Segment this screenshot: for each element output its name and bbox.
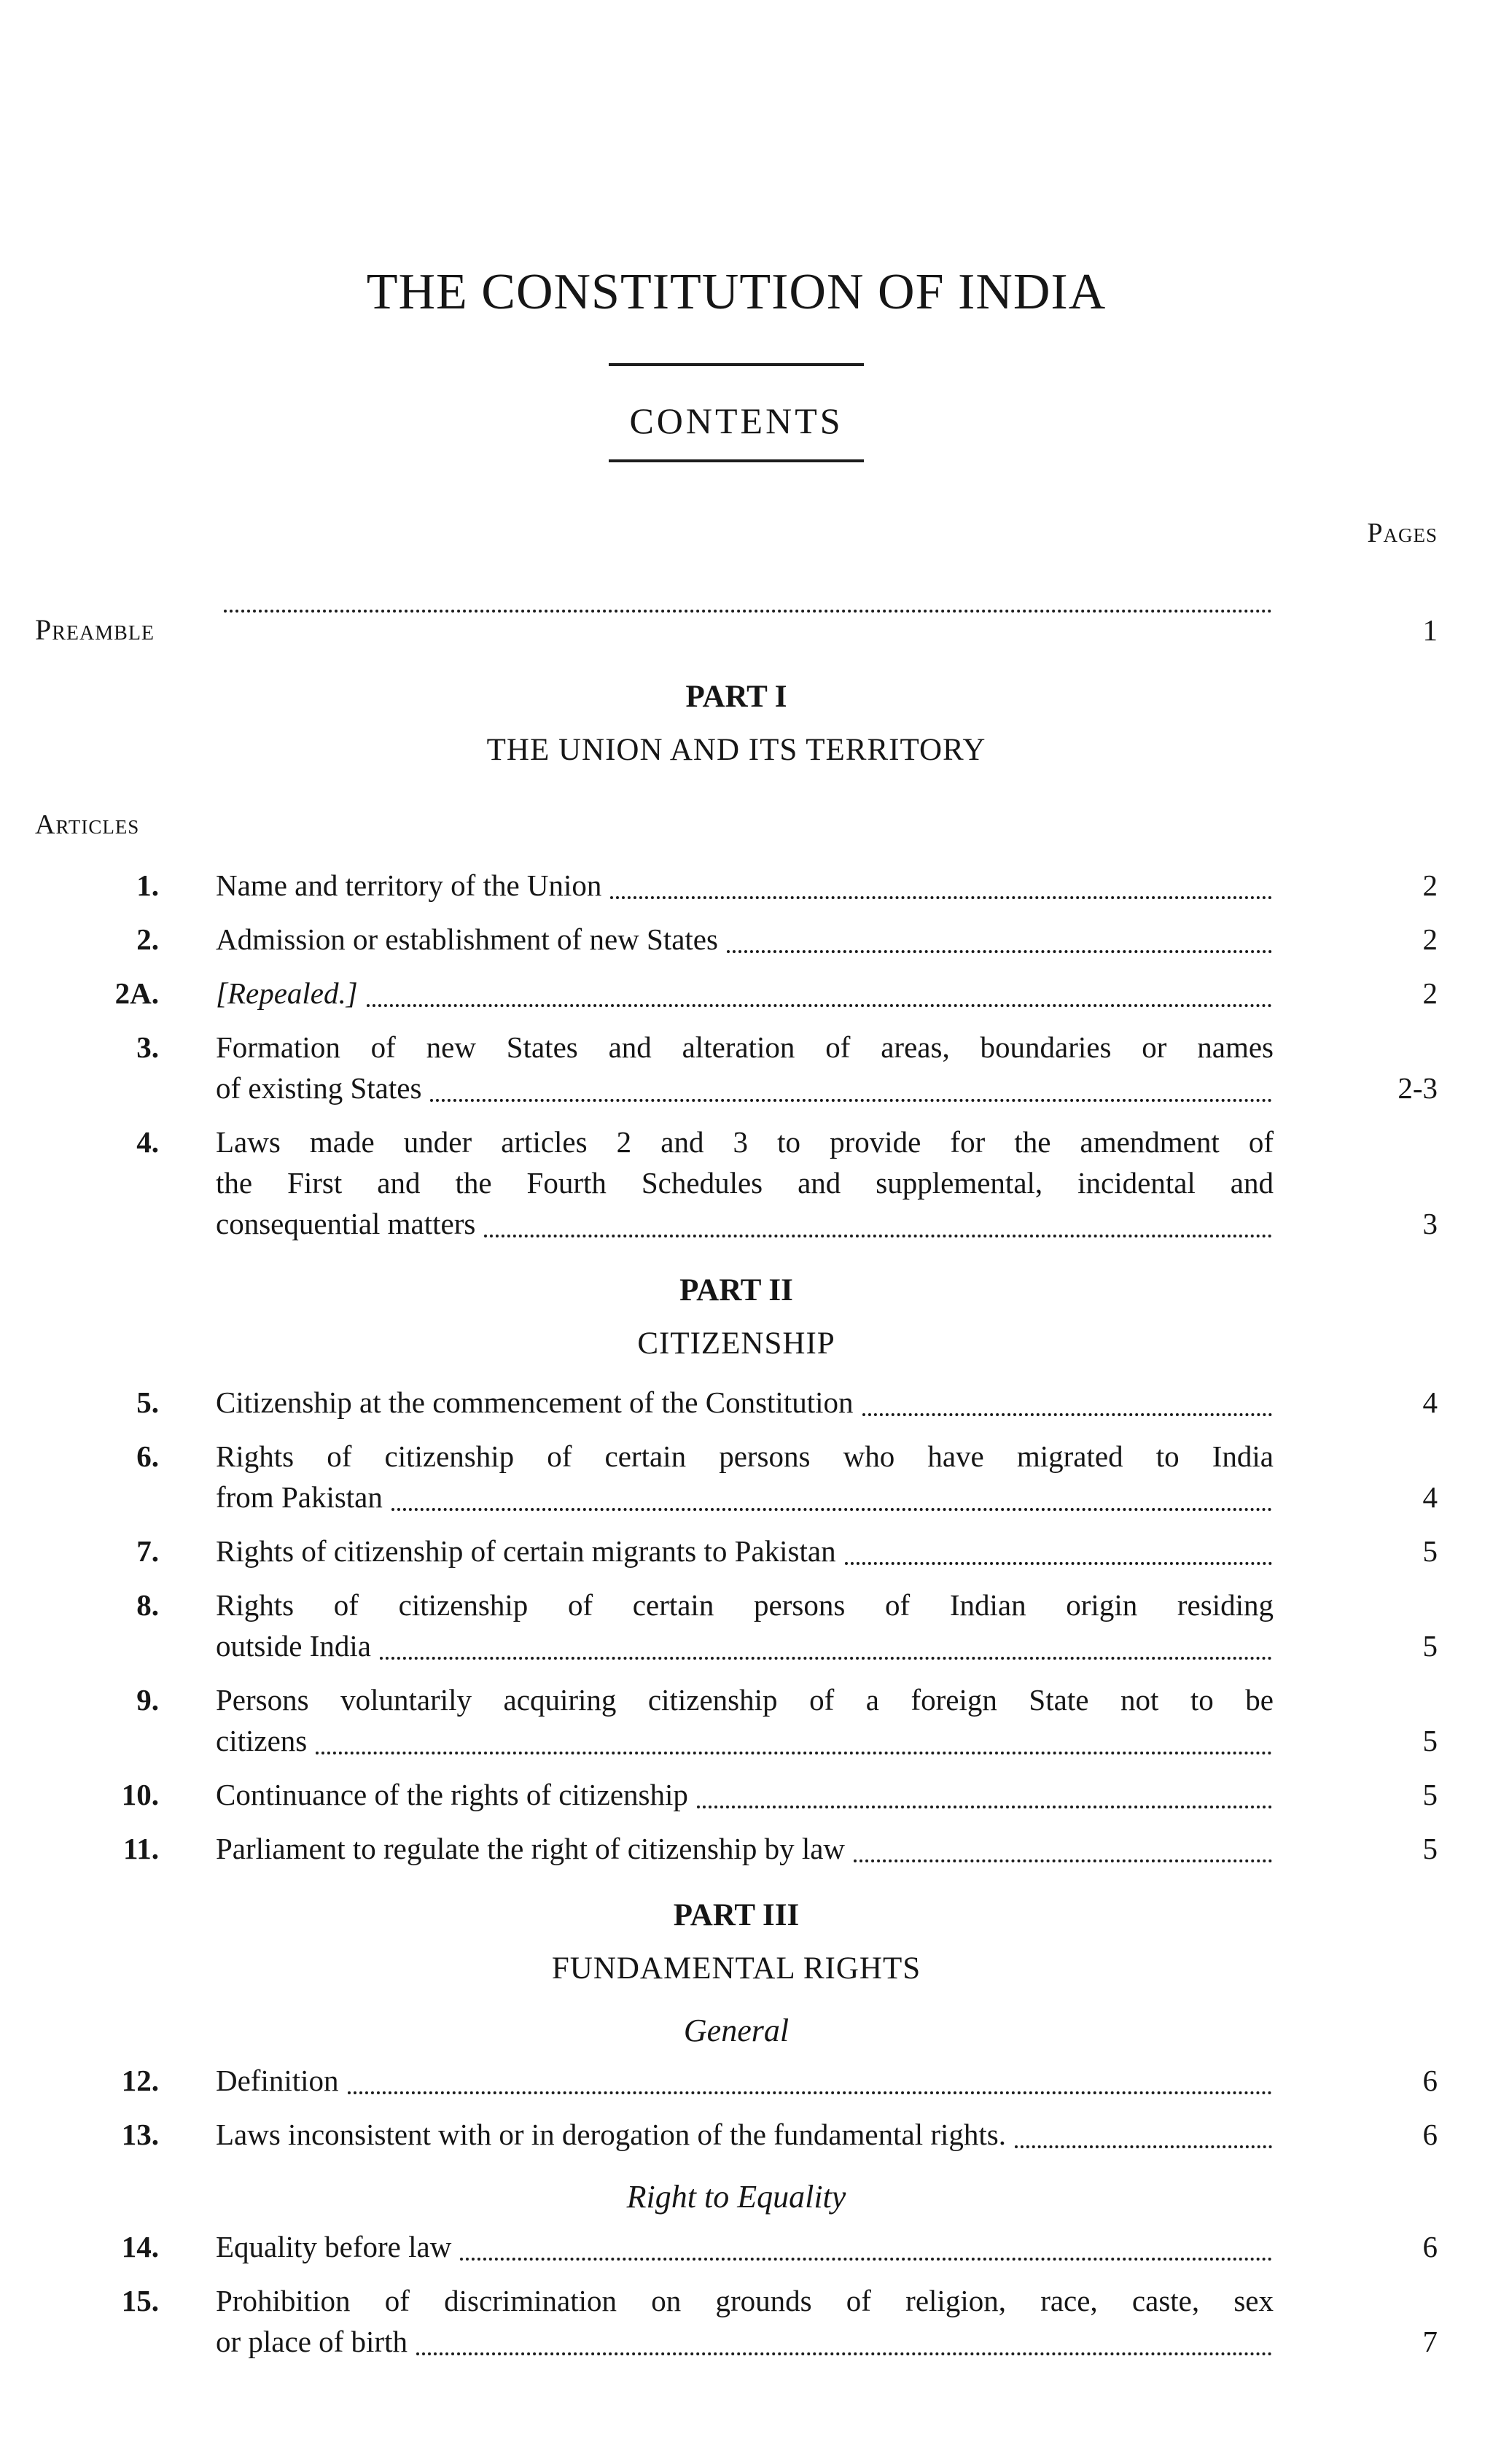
toc-entry — [35, 1828, 1438, 1869]
article-number: 12. — [121, 2064, 159, 2097]
part-subheading: FUNDAMENTAL RIGHTS — [551, 1951, 921, 1986]
page-number: 4 — [1422, 1480, 1438, 1514]
toc-entry — [35, 1382, 1438, 1423]
article-number: 3. — [136, 1030, 159, 1064]
page-number: 6 — [1422, 2064, 1438, 2097]
part-1-entries — [35, 865, 1438, 1244]
article-title: citizens — [216, 1724, 308, 1757]
article-title-line: Laws made under articles 2 and 3 to provide for the amendment of — [216, 1125, 1274, 1159]
article-title: Definition — [216, 2064, 339, 2097]
page-number: 2 — [1422, 976, 1438, 1010]
article-number: 8. — [136, 1588, 159, 1622]
page-number: 5 — [1422, 1832, 1438, 1865]
dot-leader — [484, 1203, 1272, 1237]
part-heading: PART I — [685, 680, 787, 714]
article-number: 5. — [136, 1385, 159, 1419]
toc-entry — [35, 1585, 1438, 1666]
article-number: 1. — [136, 868, 159, 902]
article-title-line: Rights of citizenship of certain persons of Indian origin residing — [216, 1588, 1274, 1622]
dot-leader — [610, 865, 1272, 899]
group-subheading: Right to Equality — [626, 2179, 846, 2215]
dot-leader — [697, 1774, 1272, 1808]
article-number: 2. — [136, 922, 159, 956]
page-number: 6 — [1422, 2118, 1438, 2151]
article-title: outside India — [216, 1629, 371, 1663]
document-title: THE CONSTITUTION OF INDIA — [366, 264, 1107, 320]
article-title: Continuance of the rights of citizenship — [216, 1778, 688, 1811]
dot-leader — [862, 1382, 1273, 1416]
part-subheading: THE UNION AND ITS TERRITORY — [486, 733, 986, 767]
contents-rule — [609, 459, 864, 462]
article-title: Laws inconsistent with or in derogation of the fundamental rights. — [216, 2118, 1006, 2151]
article-title: [Repealed.] — [216, 976, 358, 1010]
toc-entry — [35, 919, 1438, 960]
article-number: 10. — [121, 1778, 159, 1811]
page-number: 5 — [1422, 1778, 1438, 1811]
title-rule — [609, 363, 864, 366]
toc-entry — [35, 973, 1438, 1014]
dot-leader — [1015, 2114, 1272, 2148]
page-number: 2 — [1422, 922, 1438, 956]
article-number: 2A. — [114, 976, 159, 1010]
article-title-line: Rights of citizenship of certain persons who have migrated to India — [216, 1439, 1274, 1473]
page-number: 6 — [1422, 2230, 1438, 2263]
article-number: 4. — [136, 1125, 159, 1159]
group-right-to-equality-entries — [35, 2226, 1438, 2362]
article-title: Citizenship at the commencement of the Constitution — [216, 1385, 854, 1419]
contents-heading: CONTENTS — [629, 400, 843, 441]
article-number: 6. — [136, 1439, 159, 1473]
article-title-line: Persons voluntarily acquiring citizenship of a foreign State not to be — [216, 1683, 1274, 1717]
page-number: 5 — [1422, 1534, 1438, 1568]
article-number: 14. — [121, 2230, 159, 2263]
page-number: 5 — [1422, 1629, 1438, 1663]
article-title: consequential matters — [216, 1207, 476, 1240]
article-title: or place of birth — [216, 2325, 408, 2358]
page-number: 7 — [1422, 2325, 1438, 2358]
toc-entry — [35, 1531, 1438, 1571]
article-title: from Pakistan — [216, 1480, 383, 1514]
group-subheading: General — [683, 2013, 790, 2048]
toc-entry — [35, 2060, 1438, 2101]
dot-leader — [391, 1477, 1272, 1511]
dot-leader — [316, 1720, 1272, 1754]
articles-label: Articles — [35, 809, 140, 840]
article-title-line: Prohibition of discrimination on grounds of religion, race, caste, sex — [216, 2284, 1274, 2317]
preamble-label: Preamble — [35, 613, 155, 646]
page-number: 1 — [1422, 613, 1438, 647]
dot-leader — [854, 1828, 1272, 1862]
toc-entry — [35, 1774, 1438, 1815]
article-number: 7. — [136, 1534, 159, 1568]
page-number: 2-3 — [1398, 1071, 1438, 1105]
article-title-line: the First and the Fourth Schedules and supplemental, incidental and — [216, 1166, 1274, 1200]
toc-entry — [35, 865, 1438, 906]
dot-leader — [348, 2060, 1272, 2094]
article-number: 9. — [136, 1683, 159, 1717]
toc-entry — [35, 1122, 1438, 1244]
article-title: of existing States — [216, 1071, 422, 1105]
part-2-entries — [35, 1382, 1438, 1869]
article-number: 11. — [123, 1832, 159, 1865]
toc-entry — [35, 1436, 1438, 1517]
toc-entry — [35, 1027, 1438, 1108]
toc-entry — [35, 1679, 1438, 1761]
page-number: 3 — [1422, 1207, 1438, 1240]
page-number: 5 — [1422, 1724, 1438, 1757]
article-title: Rights of citizenship of certain migrants to Pakistan — [216, 1534, 836, 1568]
group-general-entries — [35, 2060, 1438, 2155]
dot-leader — [460, 2226, 1272, 2261]
toc-entry — [35, 2280, 1438, 2362]
article-number: 13. — [121, 2118, 159, 2151]
article-title: Parliament to regulate the right of citizenship by law — [216, 1832, 846, 1865]
page-number: 2 — [1422, 868, 1438, 902]
article-number: 15. — [121, 2284, 159, 2317]
article-title-line: Formation of new States and alteration of areas, boundaries or names — [216, 1030, 1274, 1064]
toc-entry — [35, 2114, 1438, 2155]
dot-leader — [367, 973, 1272, 1007]
article-title: Admission or establishment of new States — [216, 922, 718, 956]
dot-leader — [845, 1531, 1272, 1565]
toc-entry — [35, 2226, 1438, 2267]
part-heading: PART II — [679, 1273, 793, 1307]
article-title: Equality before law — [216, 2230, 452, 2263]
dot-leader — [380, 1625, 1272, 1660]
dot-leader — [430, 1068, 1272, 1102]
dot-leader — [727, 919, 1272, 953]
part-subheading: CITIZENSHIP — [637, 1326, 835, 1361]
dot-leader — [224, 610, 1272, 613]
pages-column-label: Pages — [1367, 518, 1438, 548]
dot-leader — [416, 2321, 1272, 2355]
article-title: Name and territory of the Union — [216, 868, 602, 902]
preamble-row — [35, 610, 1438, 650]
part-heading: PART III — [673, 1898, 800, 1932]
page-number: 4 — [1422, 1385, 1438, 1419]
